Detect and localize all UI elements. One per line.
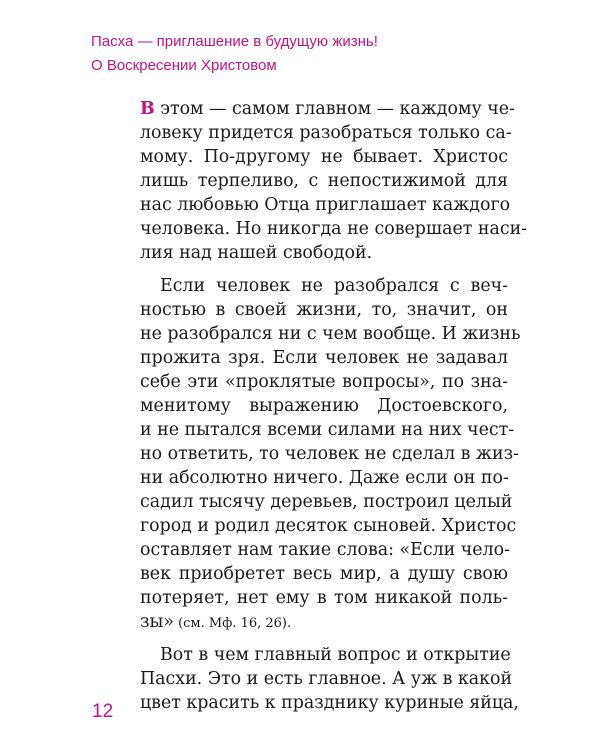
text-line: Если человек не разобрался с веч- <box>160 276 508 296</box>
text-line: но ответить, то человек не сделал в жиз- <box>140 444 519 464</box>
text-line: не разобрался ни с чем вообще. И жизнь <box>140 324 521 344</box>
text-line: ловеку придется разобраться только са- <box>140 123 512 143</box>
body-text <box>140 97 528 724</box>
text-line: В этом — самом главном — каждому че- <box>140 99 515 119</box>
text-line: лия над нашей свободой. <box>140 243 373 263</box>
text-line: зы» (см. Мф. 16, 26). <box>140 612 292 632</box>
text-line: и не пытался всеми силами на них чест- <box>140 420 515 440</box>
scripture-reference: (см. Мф. 16, 26). <box>173 616 292 631</box>
text-line: мому. По-другому не бывает. Христос <box>140 147 508 167</box>
text-line: Вот в чем главный вопрос и открытие <box>160 645 511 665</box>
text-line: ни абсолютно ничего. Даже если он по- <box>140 468 509 488</box>
text-line: прожита зря. Если человек не задавал <box>140 348 508 368</box>
text-line: садил тысячу деревьев, построил целый <box>140 492 513 512</box>
text-line: оставляет нам такие слова: «Если чело- <box>140 540 510 560</box>
text-line: век приобретет весь мир, а душу свою <box>140 564 508 584</box>
text-line: город и родил десяток сыновей. Христос <box>140 516 517 536</box>
chapter-title: О Воскресении Христовом <box>91 57 277 74</box>
drop-cap: В <box>140 99 155 119</box>
running-header <box>91 30 378 78</box>
text-line: Пасхи. Это и есть главное. А уж в какой <box>140 669 513 689</box>
text-line: нас любовью Отца приглашает каждого <box>140 195 511 215</box>
text-line: лишь терпеливо, с непостижимой для <box>140 171 508 191</box>
book-title: Пасха — приглашение в будущую жизнь! <box>91 33 378 50</box>
text-line: себе эти «проклятые вопросы», по зна- <box>140 372 508 392</box>
paragraph <box>140 643 519 715</box>
text-line: потеряет, нет ему в том никакой поль- <box>140 588 508 608</box>
text-line: менитому выражению Достоевского, <box>140 396 508 416</box>
text-line: ностью в своей жизни, то, значит, он <box>140 300 508 320</box>
paragraph <box>140 274 521 634</box>
text-line: цвет красить к празднику куриные яйца, <box>140 693 519 713</box>
text-line: человека. Но никогда не совершает наси- <box>140 219 528 239</box>
page-number: 12 <box>92 701 114 722</box>
paragraph <box>140 97 528 265</box>
